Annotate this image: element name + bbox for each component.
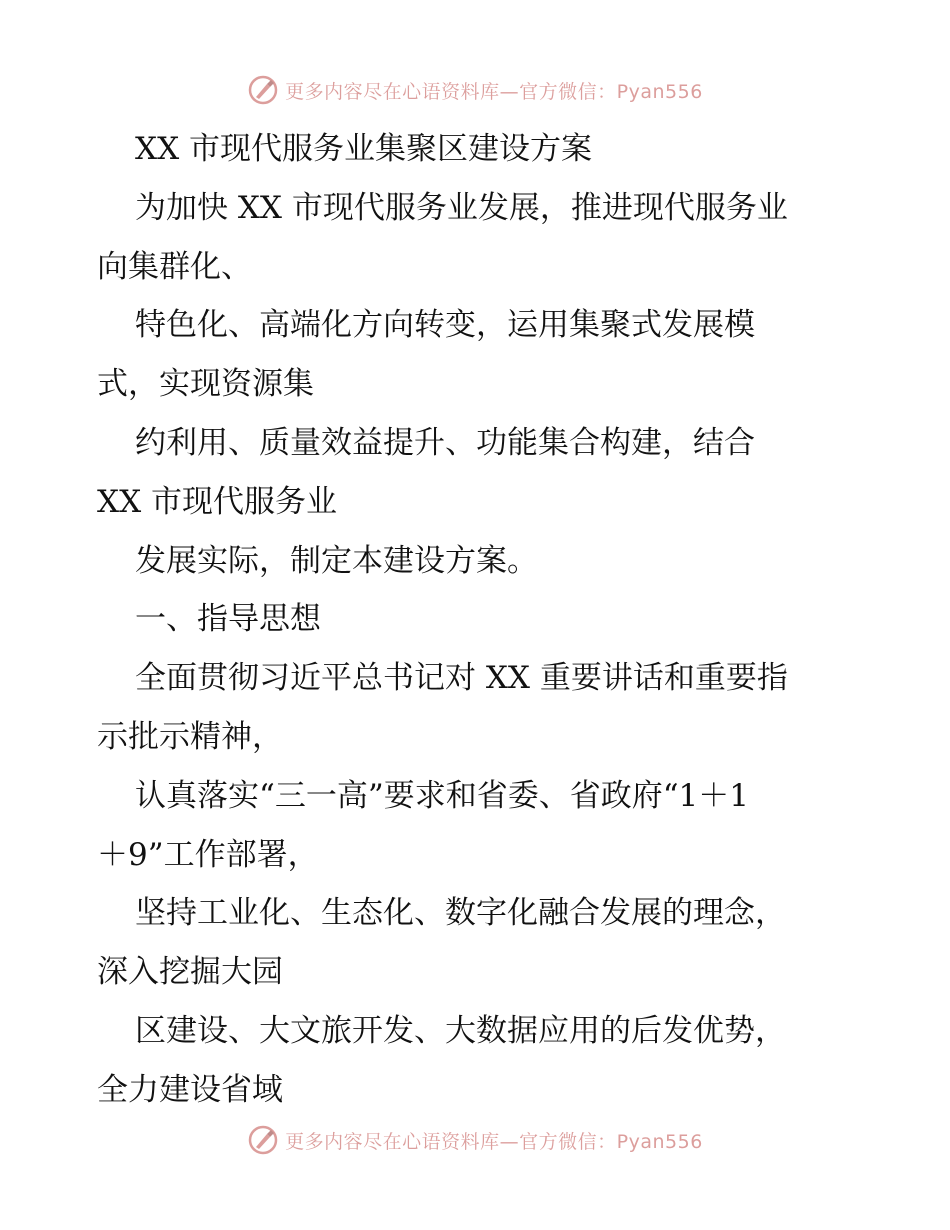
section-heading: 一、指导思想 (135, 601, 321, 638)
watermark-footer (0, 1120, 950, 1160)
watermark-text: 更多内容尽在心语资料库—官方微信：Pyan556 (285, 80, 703, 103)
text-line: XX 市现代服务业 (97, 483, 337, 520)
text-line: 为加快 XX 市现代服务业发展，推进现代服务业 (135, 189, 788, 226)
text-line: 全力建设省域 (97, 1071, 283, 1108)
watermark-text: 更多内容尽在心语资料库—官方微信：Pyan556 (285, 1130, 703, 1153)
text-line: 全面贯彻习近平总书记对 XX 重要讲话和重要指 (135, 660, 788, 697)
document-title: XX 市现代服务业集聚区建设方案 (135, 131, 592, 167)
pen-logo-icon (247, 74, 279, 106)
text-line: 深入挖掘大园 (97, 954, 283, 991)
document-body (97, 120, 857, 1120)
text-line: 向集群化、 (97, 248, 252, 285)
text-line: 区建设、大文旅开发、大数据应用的后发优势， (135, 1012, 786, 1049)
text-line: 示批示精神， (97, 718, 283, 755)
text-line: 坚持工业化、生态化、数字化融合发展的理念， (135, 895, 786, 932)
text-line: 式，实现资源集 (97, 366, 314, 403)
watermark-header (0, 70, 950, 110)
text-line: 认真落实“三一高”要求和省委、省政府“1＋1 (135, 777, 749, 814)
text-line: 约利用、质量效益提升、功能集合构建，结合 (135, 424, 755, 461)
text-line: 发展实际，制定本建设方案。 (135, 542, 538, 579)
text-line: 特色化、高端化方向转变，运用集聚式发展模 (135, 307, 755, 344)
text-line: ＋9”工作部署， (97, 836, 319, 873)
pen-logo-icon (247, 1124, 279, 1156)
